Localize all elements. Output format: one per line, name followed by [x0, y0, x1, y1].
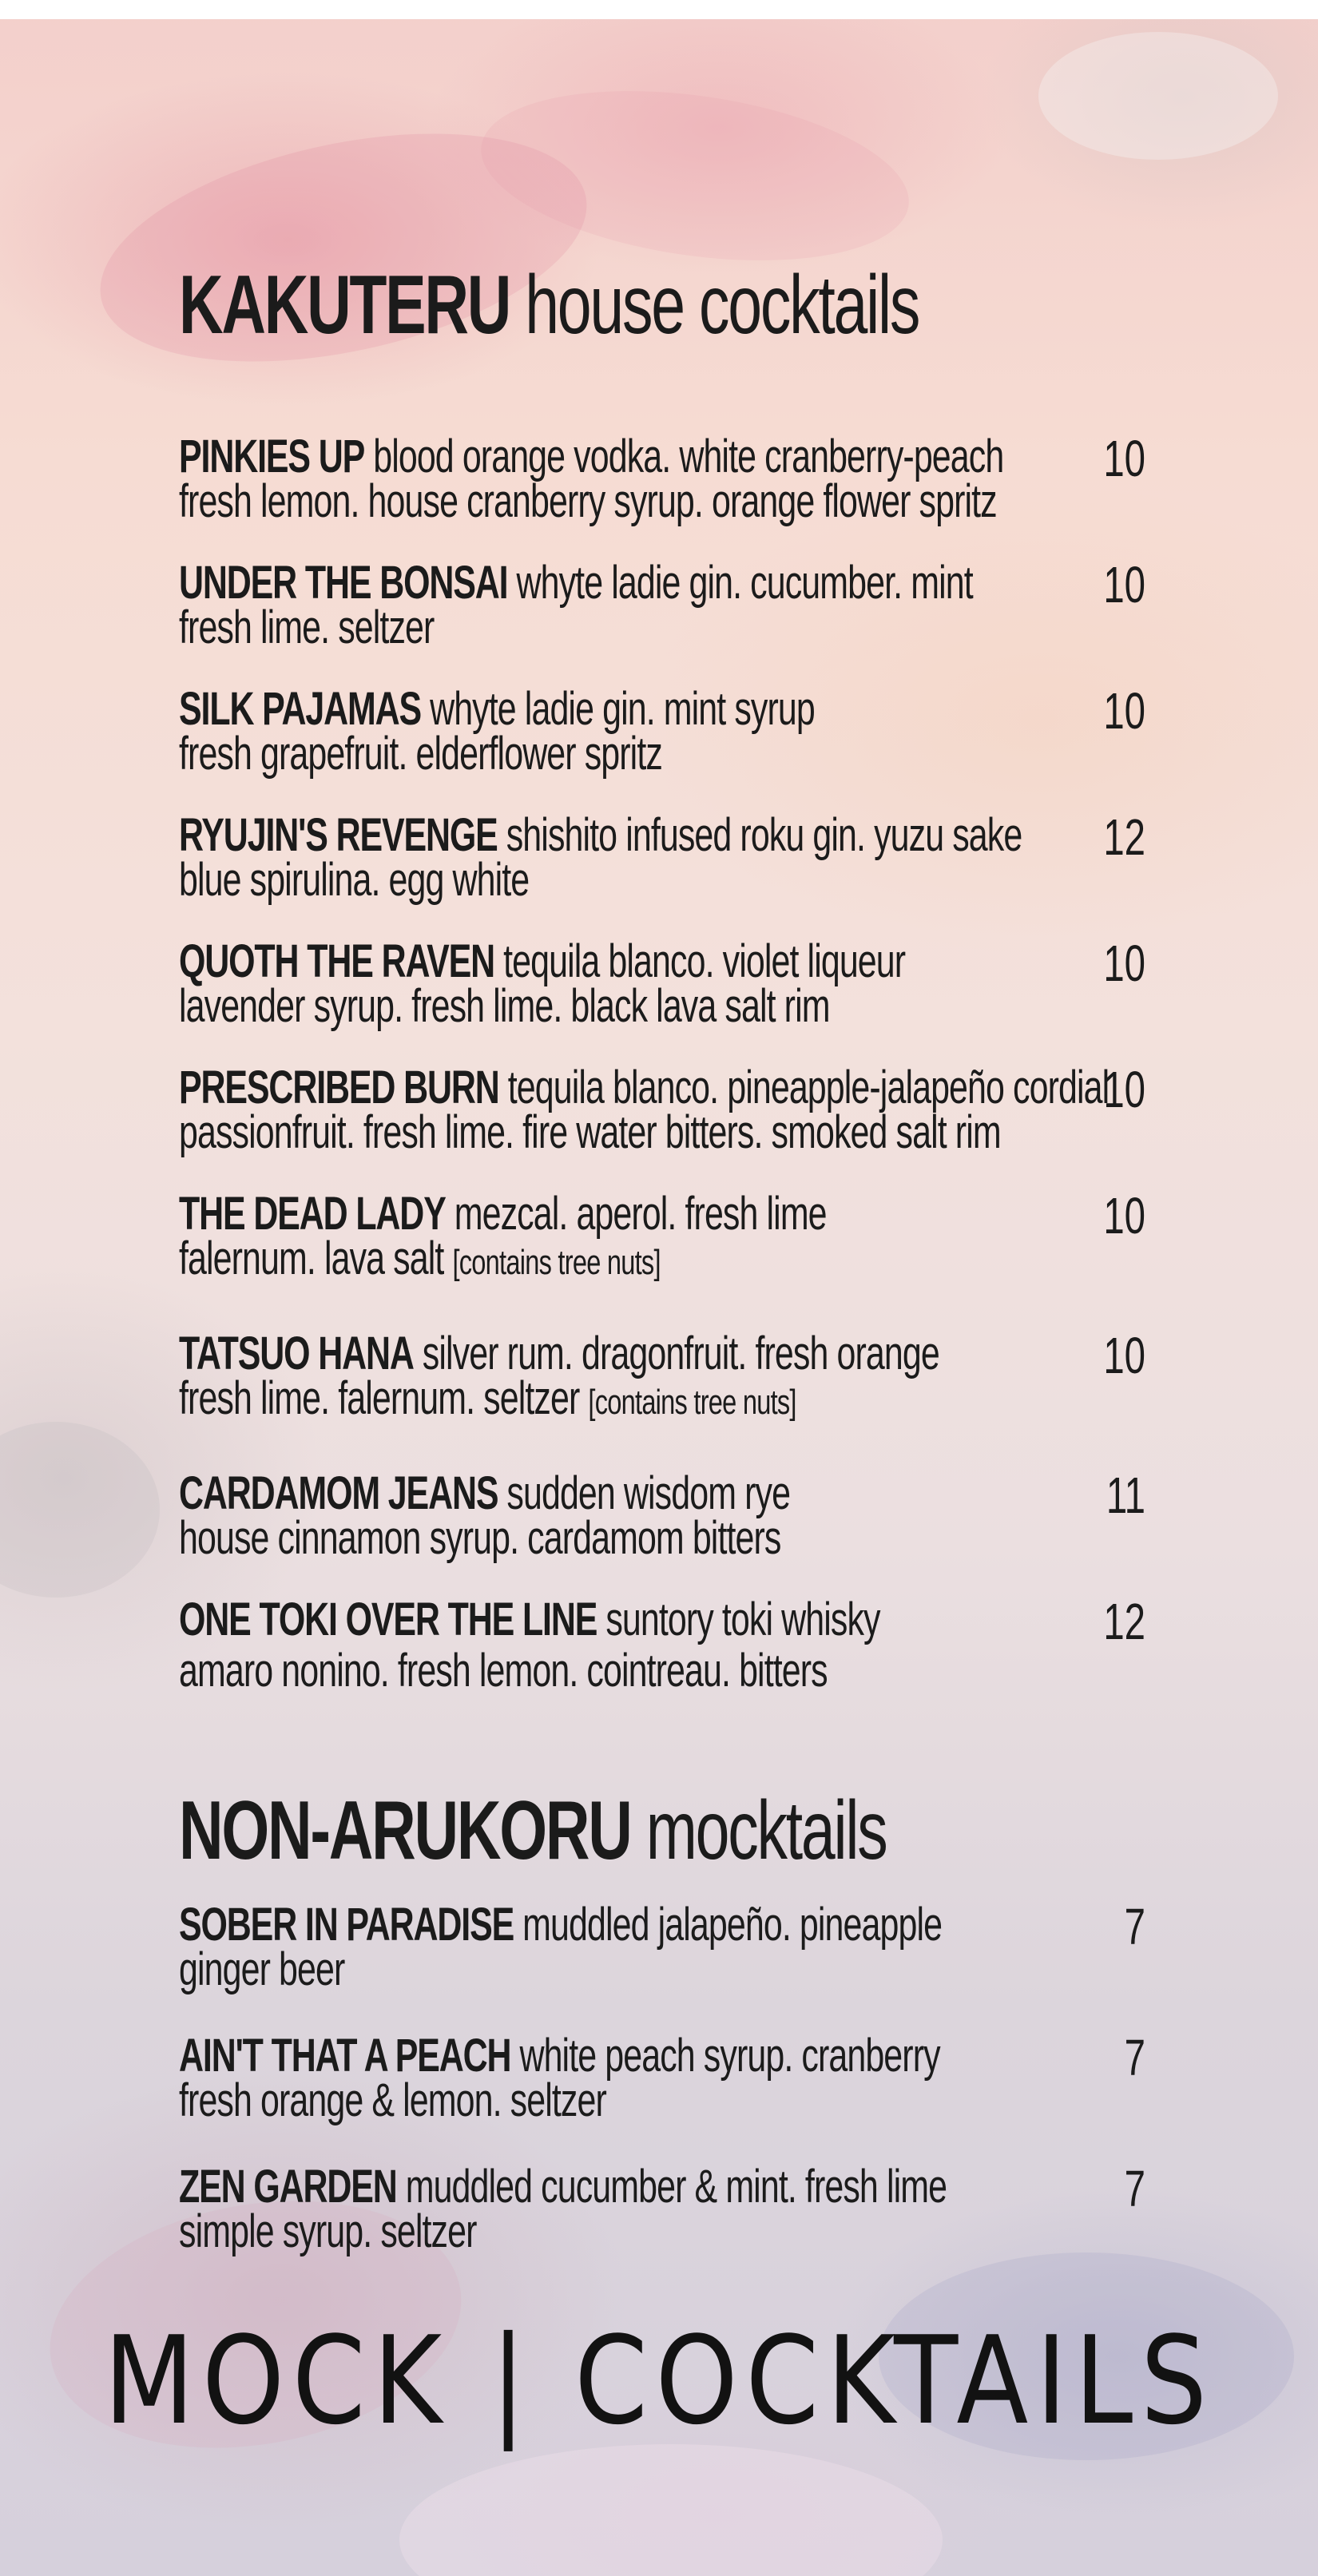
item-name: QUOTH THE RAVEN: [179, 935, 495, 987]
menu-item: [179, 1593, 1145, 1697]
menu-item: [179, 1898, 1145, 1995]
item-price: 7: [1124, 2029, 1145, 2086]
item-price: 10: [1103, 430, 1145, 487]
item-ingredients-cont: falernum. lava salt: [179, 1232, 444, 1284]
item-price: 10: [1103, 556, 1145, 613]
item-line-1: [179, 2161, 947, 2213]
item-ingredients: blood orange vodka. white cranberry-peach: [373, 431, 1004, 482]
menu-item: [179, 935, 1145, 1032]
item-line-2: [179, 1232, 935, 1285]
item-ingredients: suntory toki whisky: [605, 1594, 880, 1645]
item-line-2: [179, 601, 935, 653]
item-line-2: [179, 1106, 1001, 1158]
item-ingredients: tequila blanco. violet liqueur: [503, 935, 906, 987]
menu-content: [179, 259, 1145, 2291]
item-name: SILK PAJAMAS: [179, 683, 422, 735]
cocktails-keyword: KAKUTERU: [179, 259, 510, 351]
item-line-1: [179, 1328, 939, 1379]
item-ingredients-cont: fresh lemon. house cranberry syrup. orange flower spritz: [179, 475, 997, 527]
item-name: ZEN GARDEN: [179, 2161, 397, 2213]
menu-item: [179, 2029, 1145, 2126]
watercolor-blot: [1038, 32, 1278, 160]
item-line-2: [179, 728, 935, 780]
item-ingredients: muddled cucumber & mint. fresh lime: [405, 2161, 947, 2213]
item-ingredients: muddled jalapeño. pineapple: [522, 1899, 943, 1951]
allergen-note: [contains tree nuts]: [588, 1383, 796, 1422]
menu-item: [179, 1327, 1145, 1425]
menu-item: [179, 1187, 1145, 1285]
item-ingredients: whyte ladie gin. cucumber. mint: [516, 557, 973, 609]
item-price: 7: [1124, 2160, 1145, 2217]
item-ingredients-cont: passionfruit. fresh lime. fire water bitters. smoked salt rim: [179, 1106, 1001, 1158]
item-name: THE DEAD LADY: [179, 1188, 446, 1240]
menu-item: [179, 682, 1145, 780]
item-ingredients-cont: fresh lime. falernum. seltzer: [179, 1372, 580, 1424]
item-price: 10: [1103, 1061, 1145, 1118]
item-ingredients-cont: blue spirulina. egg white: [179, 854, 530, 906]
item-line-1: [179, 1062, 1110, 1113]
item-ingredients: shishito infused roku gin. yuzu sake: [506, 809, 1022, 861]
watercolor-blot: [399, 2444, 943, 2576]
item-ingredients: silver rum. dragonfruit. fresh orange: [422, 1328, 939, 1379]
brand-wordmark: [0, 2310, 1318, 2451]
item-name: ONE TOKI OVER THE LINE: [179, 1594, 597, 1645]
item-line-1: [179, 431, 1004, 482]
cocktails-subtitle: house cocktails: [525, 259, 919, 351]
item-line-2: [179, 1645, 935, 1697]
mocktails-keyword: NON-ARUKORU: [179, 1784, 631, 1877]
item-ingredients: mezcal. aperol. fresh lime: [454, 1188, 827, 1240]
item-line-2: [179, 2205, 935, 2257]
menu-item: [179, 808, 1145, 906]
item-line-2: [179, 475, 997, 527]
item-line-2: [179, 1512, 935, 1564]
item-line-2: [179, 1943, 935, 1995]
mocktails-subtitle: mocktails: [645, 1784, 887, 1877]
menu-item: [179, 1467, 1145, 1564]
item-name: CARDAMOM JEANS: [179, 1467, 498, 1519]
item-ingredients-cont: lavender syrup. fresh lime. black lava salt rim: [179, 980, 830, 1032]
item-ingredients-cont: amaro nonino. fresh lemon. cointreau. bitters: [179, 1645, 828, 1697]
item-price: 10: [1103, 935, 1145, 992]
item-name: PINKIES UP: [179, 431, 365, 482]
item-price: 11: [1106, 1467, 1145, 1524]
item-price: 12: [1103, 808, 1145, 866]
watercolor-blot: [0, 1422, 160, 1598]
item-ingredients-cont: fresh grapefruit. elderflower spritz: [179, 728, 662, 780]
menu-item: [179, 430, 1145, 527]
item-ingredients: sudden wisdom rye: [506, 1467, 791, 1519]
item-line-1: [179, 1467, 935, 1519]
item-ingredients: tequila blanco. pineapple-jalapeño cordial: [507, 1062, 1110, 1113]
item-price: 10: [1103, 682, 1145, 740]
item-line-1: [179, 2030, 940, 2082]
item-name: RYUJIN'S REVENGE: [179, 809, 498, 861]
item-name: PRESCRIBED BURN: [179, 1062, 499, 1113]
item-line-1: [179, 1188, 935, 1240]
item-ingredients: whyte ladie gin. mint syrup: [430, 683, 815, 735]
item-price: 12: [1103, 1593, 1145, 1650]
item-ingredients-cont: house cinnamon syrup. cardamom bitters: [179, 1512, 781, 1564]
mocktails-heading: [179, 1784, 894, 1877]
item-ingredients-cont: fresh orange & lemon. seltzer: [179, 2074, 606, 2126]
menu-item: [179, 556, 1145, 653]
item-name: TATSUO HANA: [179, 1328, 414, 1379]
item-price: 10: [1103, 1327, 1145, 1384]
brand-text: MOCK | COCKTAILS: [103, 2310, 1215, 2451]
item-line-1: [179, 1594, 935, 1645]
item-line-1: [179, 557, 973, 609]
menu-item: [179, 2160, 1145, 2257]
item-price: 7: [1124, 1898, 1145, 1955]
item-name: UNDER THE BONSAI: [179, 557, 508, 609]
item-line-1: [179, 683, 935, 735]
item-line-2: [179, 1372, 935, 1425]
item-ingredients: white peach syrup. cranberry: [519, 2030, 940, 2082]
item-price: 10: [1103, 1187, 1145, 1244]
top-border: [0, 0, 1318, 19]
item-line-1: [179, 935, 935, 987]
allergen-note: [contains tree nuts]: [452, 1243, 661, 1282]
item-line-1: [179, 809, 1022, 861]
item-name: AIN'T THAT A PEACH: [179, 2030, 511, 2082]
item-ingredients-cont: ginger beer: [179, 1943, 345, 1995]
item-line-1: [179, 1899, 943, 1951]
menu-item: [179, 1061, 1145, 1158]
item-line-2: [179, 854, 935, 906]
item-line-2: [179, 980, 935, 1032]
item-name: SOBER IN PARADISE: [179, 1899, 514, 1951]
cocktails-heading: [179, 259, 919, 351]
item-line-2: [179, 2074, 935, 2126]
item-ingredients-cont: simple syrup. seltzer: [179, 2205, 477, 2257]
item-ingredients-cont: fresh lime. seltzer: [179, 601, 435, 653]
